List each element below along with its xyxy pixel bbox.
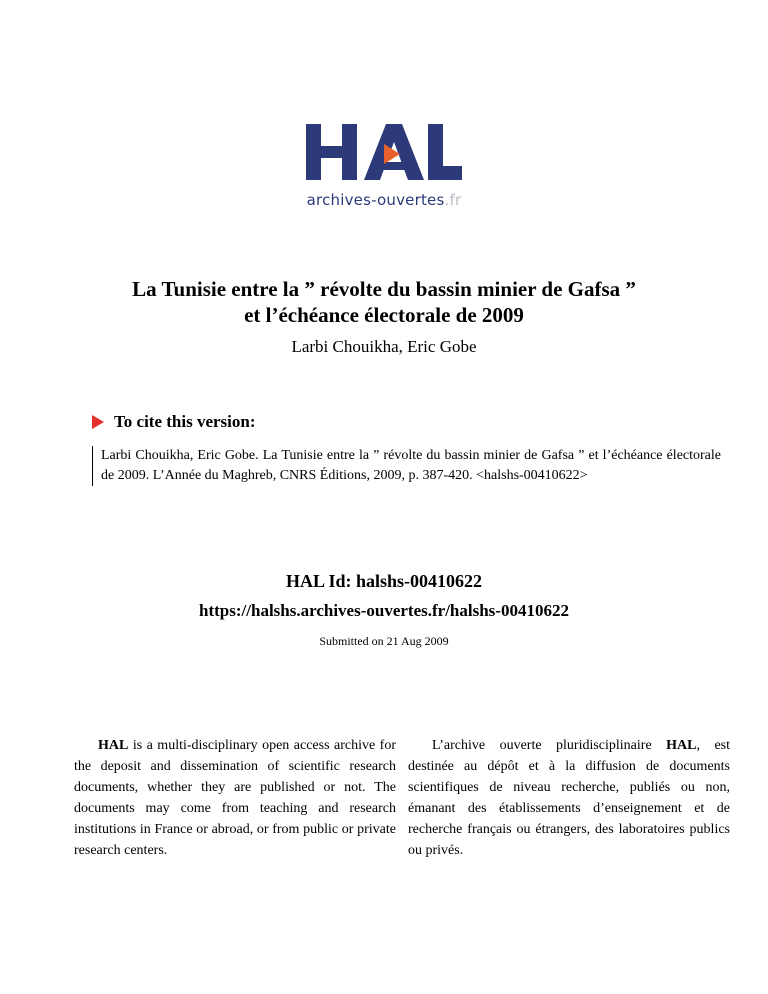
title-line-1: La Tunisie entre la ” révolte du bassin minier de Gafsa ” <box>132 277 636 301</box>
cite-heading <box>92 412 256 432</box>
logo-subtitle-main: archives-ouvertes <box>306 191 445 209</box>
document-title <box>40 276 728 328</box>
abstract-fr-before: L’archive ouverte pluridisciplinaire <box>432 738 667 753</box>
hal-bold-fr: HAL <box>666 738 697 753</box>
cite-heading-label: To cite this version: <box>114 412 256 431</box>
hal-logo <box>0 120 768 209</box>
abstract-english <box>74 735 396 861</box>
logo-subtitle-tld: .fr <box>444 191 462 209</box>
authors: Larbi Chouikha, Eric Gobe <box>291 337 477 356</box>
hal-bold-en: HAL <box>98 738 129 753</box>
abstract-fr-after: , est destinée au dépôt et à la diffusion de documents scientifiques de niveau recherche, publiés ou non, émanant des établissements d’enseignement et de recherche français ou étrangers, des laboratoires publics ou privés. <box>408 738 730 858</box>
triangle-right-icon <box>92 415 104 429</box>
hal-url-link[interactable]: https://halshs.archives-ouvertes.fr/halshs-00410622 <box>199 601 569 620</box>
citation-text: Larbi Chouikha, Eric Gobe. La Tunisie entre la ” révolte du bassin minier de Gafsa ” et l’échéance électorale de 2009. L’Année du Maghreb, CNRS Éditions, 2009, p. 387-420. <halshs-00410622> <box>92 446 721 486</box>
hal-id: HAL Id: halshs-00410622 <box>285 571 483 591</box>
hal-wordmark-icon <box>304 120 464 184</box>
submitted-date: Submitted on 21 Aug 2009 <box>319 634 449 648</box>
abstract-en-text: is a multi-disciplinary open access archive for the deposit and dissemination of scientific research documents, whether they are published or not. The documents may come from teaching and research institutions in France or abroad, or from public or private research centers. <box>74 738 396 858</box>
title-line-2: et l’échéance électorale de 2009 <box>244 303 524 327</box>
hal-logo-subtitle <box>0 191 768 209</box>
abstract-french <box>408 735 730 861</box>
